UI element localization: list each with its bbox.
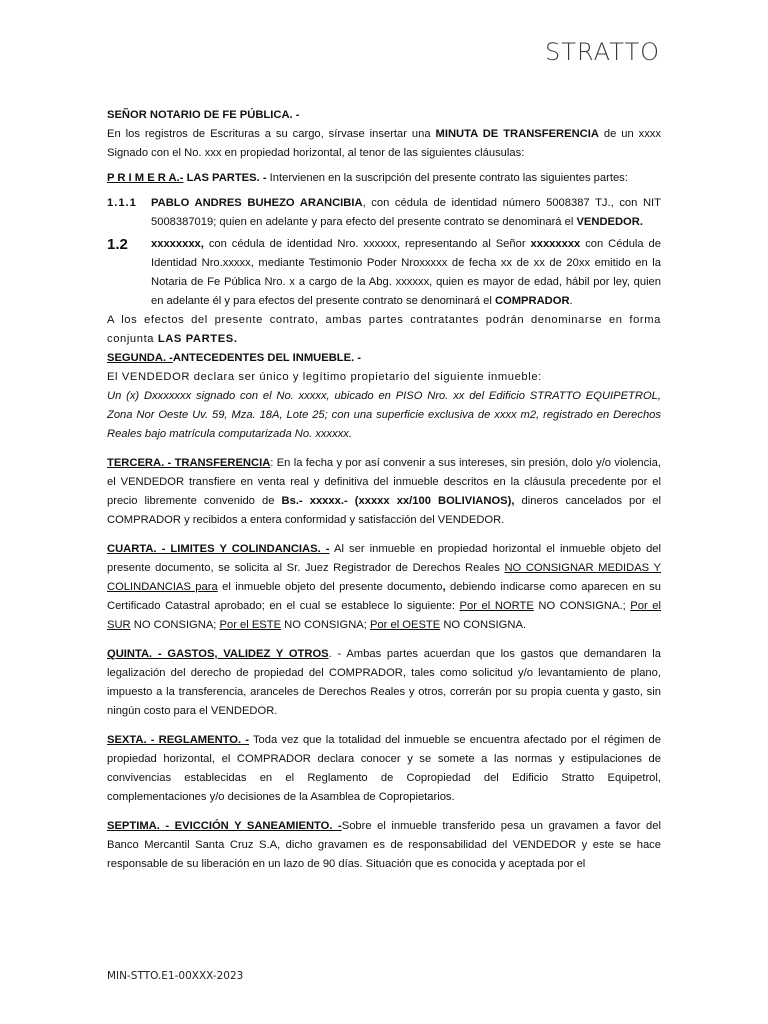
clause-tercera: TERCERA. - TRANSFERENCIA: En la fecha y por así convenir a sus intereses, sin presión, dolo y/o violencia, el VENDEDOR transfiere en venta real y definitiva del inmueble descritos en la cláusula precedente por el precio libremente convenido de Bs.- xxxxx.- (xxxxx xx/100 BOLIVIANOS), dineros cancelados por el COMPRADOR y recibidos a entera conformidad y satisfacción del VENDEDOR.	[107, 457, 661, 526]
document-body	[107, 106, 661, 874]
intro-paragraph: En los registros de Escrituras a su cargo, sírvase insertar una MINUTA DE TRANSFERENCIA de un xxxx Signado con el No. xxx en propiedad horizontal, al tenor de las siguientes cláusulas:	[107, 128, 661, 159]
party-number: 1.1.1	[107, 197, 137, 209]
party-number: 1.2	[107, 236, 128, 253]
clause-segunda: SEGUNDA. -ANTECEDENTES DEL INMUEBLE. -	[107, 352, 362, 364]
clause-cuarta: CUARTA. - LIMITES Y COLINDANCIAS. - Al ser inmueble en propiedad horizontal el inmueble objeto del presente documento, se solicita al Sr. Juez Registrador de Derechos Reales NO CONSIGNAR MEDIDAS Y COLINDANCIAS para el inmueble objeto del presente documento, debiendo indicarse como aparecen en su Certificado Catastral aprobado; en el cual se establece lo siguiente: Por el NORTE NO CONSIGNA.; Por el SUR NO CONSIGNA; Por el ESTE NO CONSIGNA; Por el OESTE NO CONSIGNA.	[107, 543, 662, 631]
clause-septima: SEPTIMA. - EVICCIÓN Y SANEAMIENTO. -Sobre el inmueble transferido pesa un gravamen a favor del Banco Mercantil Santa Cruz S.A, dicho gravamen es de responsabilidad del VENDEDOR y este se hace responsable de su liberación en un lazo de 90 días. Situación que es conocida y aceptada por el	[107, 820, 661, 870]
clause-sexta: SEXTA. - REGLAMENTO. - Toda vez que la totalidad del inmueble se encuentra afectado por el régimen de propiedad horizontal, el COMPRADOR declara conocer y se somete a las normas y estipulaciones de convivencias establecidas en el Reglamento de Copropiedad del Edificio Stratto Equipetrol, complementaciones y/o decisiones de la Asamblea de Copropietarios.	[107, 734, 661, 803]
footer-document-code: MIN-STTO.E1-00XXX-2023	[107, 970, 244, 982]
clause-quinta: QUINTA. - GASTOS, VALIDEZ Y OTROS. - Ambas partes acuerdan que los gastos que demandaren la legalización del derecho de propiedad del COMPRADOR, tales como solicitud y/o levantamiento de plano, impuesto a la transferencia, aranceles de Derechos Reales y otros, correrán por su propia cuenta y gasto, sin ningún costo para el VENDEDOR.	[107, 648, 662, 717]
party-1-2: 1.2 xxxxxxxx, con cédula de identidad Nro. xxxxxx, representando al Señor xxxxxxxx con Cédula de Identidad Nro.xxxxx, mediante Testimonio Poder Nroxxxxx de fecha xx de xx de 20xx emitido en la Notaria de Fe Pública Nro. x a cargo de la Abg. xxxxxx, quien es mayor de edad, hábil por ley, quien en adelante él y para efectos del presente contrato se denominará el COMPRADOR.	[107, 235, 661, 311]
party-1-1-1: 1.1.1 PABLO ANDRES BUHEZO ARANCIBIA, con cédula de identidad número 5008387 TJ., con NIT 5008387019; quien en adelante y para efecto del presente contrato se denominará el VENDEDOR.	[107, 194, 661, 232]
segunda-property-description: Un (x) Dxxxxxxx signado con el No. xxxxx, ubicado en PISO Nro. xx del Edificio STRATTO EQUIPETROL, Zona Nor Oeste Uv. 59, Mza. 18A, Lote 25; con una superficie exclusiva de xxxx m2, registrado en Derechos Reales bajo matrícula computarizada No. xxxxxx.	[107, 390, 661, 440]
clause-primera: P R I M E R A.- LAS PARTES. - Intervienen en la suscripción del presente contrato las siguientes partes:	[107, 172, 628, 184]
stratto-logo: STRATTO	[545, 38, 660, 66]
salutation: SEÑOR NOTARIO DE FE PÚBLICA. -	[107, 109, 300, 121]
partes-paragraph: A los efectos del presente contrato, ambas partes contratantes podrán denominarse en forma conjunta LAS PARTES.	[107, 314, 661, 345]
segunda-text: El VENDEDOR declara ser único y legítimo propietario del siguiente inmueble:	[107, 371, 542, 383]
